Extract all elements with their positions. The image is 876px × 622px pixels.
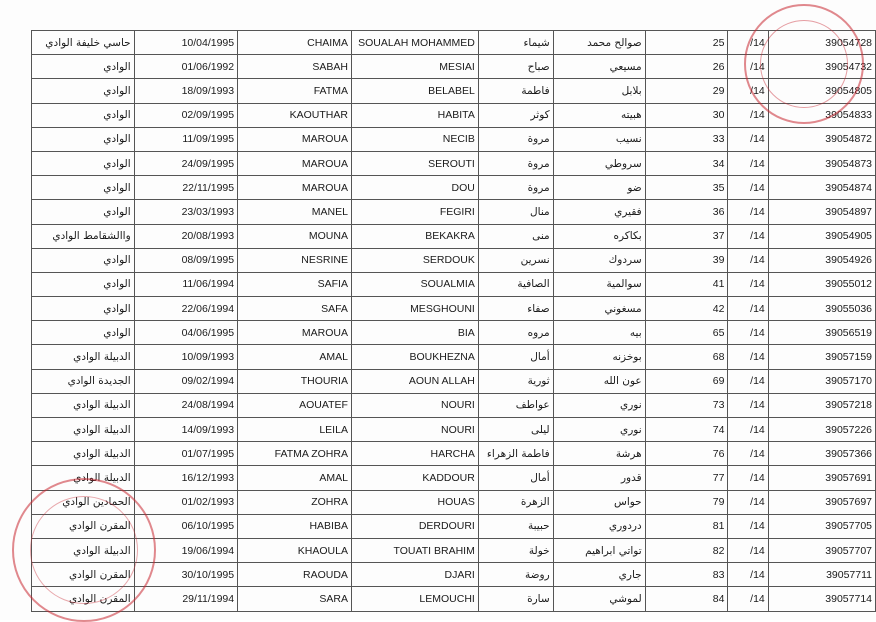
cell-wilaya-code: /14 [728, 490, 768, 514]
cell-birth-date: 04/06/1995 [134, 321, 237, 345]
cell-last-name-fr: BOUKHEZNA [351, 345, 478, 369]
cell-birth-date: 11/09/1995 [134, 127, 237, 151]
cell-first-name-fr: MANEL [238, 200, 352, 224]
cell-order-number: 76 [645, 442, 728, 466]
cell-registration-id: 39054805 [768, 79, 875, 103]
cell-wilaya-code: /14 [728, 466, 768, 490]
cell-last-name-ar: نسيب [553, 127, 645, 151]
cell-first-name-ar: أمال [478, 466, 553, 490]
table-row [32, 514, 876, 538]
cell-order-number: 25 [645, 31, 728, 55]
cell-birth-date: 18/09/1993 [134, 79, 237, 103]
cell-birth-date: 22/06/1994 [134, 297, 237, 321]
cell-order-number: 39 [645, 248, 728, 272]
cell-registration-id: 39055036 [768, 297, 875, 321]
cell-registration-id: 39057218 [768, 393, 875, 417]
cell-last-name-fr: BIA [351, 321, 478, 345]
cell-last-name-ar: سروطي [553, 151, 645, 175]
cell-last-name-fr: SEROUTI [351, 151, 478, 175]
cell-last-name-fr: MESGHOUNI [351, 297, 478, 321]
cell-birth-date: 10/04/1995 [134, 31, 237, 55]
cell-last-name-fr: HARCHA [351, 442, 478, 466]
table-row [32, 151, 876, 175]
cell-last-name-fr: MESIAI [351, 55, 478, 79]
table-row [32, 466, 876, 490]
cell-wilaya-code: /14 [728, 418, 768, 442]
cell-first-name-ar: فاطمة [478, 79, 553, 103]
cell-order-number: 83 [645, 563, 728, 587]
cell-birth-place: حاسي خليفة الوادي [32, 31, 135, 55]
cell-birth-place: الوادي [32, 79, 135, 103]
cell-first-name-ar: كوثر [478, 103, 553, 127]
cell-registration-id: 39057159 [768, 345, 875, 369]
table-row [32, 345, 876, 369]
cell-birth-date: 16/12/1993 [134, 466, 237, 490]
cell-first-name-fr: MOUNA [238, 224, 352, 248]
cell-birth-date: 01/07/1995 [134, 442, 237, 466]
cell-last-name-fr: SERDOUK [351, 248, 478, 272]
cell-first-name-ar: روضة [478, 563, 553, 587]
cell-last-name-ar: فقيري [553, 200, 645, 224]
table-row [32, 563, 876, 587]
cell-birth-date: 10/09/1993 [134, 345, 237, 369]
cell-first-name-fr: SAFA [238, 297, 352, 321]
cell-last-name-ar: بوخزنه [553, 345, 645, 369]
cell-order-number: 73 [645, 393, 728, 417]
cell-registration-id: 39054833 [768, 103, 875, 127]
cell-order-number: 77 [645, 466, 728, 490]
cell-last-name-fr: NOURI [351, 393, 478, 417]
cell-wilaya-code: /14 [728, 442, 768, 466]
cell-registration-id: 39054873 [768, 151, 875, 175]
cell-registration-id: 39057697 [768, 490, 875, 514]
cell-registration-id: 39057705 [768, 514, 875, 538]
cell-first-name-fr: KHAOULA [238, 538, 352, 562]
cell-birth-place: المقرن الوادي [32, 514, 135, 538]
cell-wilaya-code: /14 [728, 55, 768, 79]
cell-first-name-ar: ليلى [478, 418, 553, 442]
cell-birth-place: الوادي [32, 103, 135, 127]
cell-order-number: 41 [645, 272, 728, 296]
cell-registration-id: 39057366 [768, 442, 875, 466]
cell-registration-id: 39054926 [768, 248, 875, 272]
cell-first-name-ar: خولة [478, 538, 553, 562]
cell-birth-place: الدبيلة الوادي [32, 345, 135, 369]
cell-birth-place: الجديدة الوادي [32, 369, 135, 393]
candidate-table-body [32, 31, 876, 612]
cell-birth-place: واالشقامط الوادي [32, 224, 135, 248]
cell-first-name-ar: مروة [478, 151, 553, 175]
cell-first-name-ar: سارة [478, 587, 553, 611]
cell-birth-place: الوادي [32, 55, 135, 79]
cell-birth-place: الدبيلة الوادي [32, 393, 135, 417]
cell-last-name-ar: مسغوني [553, 297, 645, 321]
cell-wilaya-code: /14 [728, 538, 768, 562]
cell-first-name-fr: FATMA [238, 79, 352, 103]
cell-last-name-fr: HOUAS [351, 490, 478, 514]
table-row [32, 538, 876, 562]
cell-last-name-ar: سوالمية [553, 272, 645, 296]
cell-last-name-ar: صوالح محمد [553, 31, 645, 55]
cell-first-name-ar: شيماء [478, 31, 553, 55]
cell-birth-place: الوادي [32, 297, 135, 321]
cell-last-name-ar: نوري [553, 393, 645, 417]
cell-birth-date: 14/09/1993 [134, 418, 237, 442]
cell-wilaya-code: /14 [728, 297, 768, 321]
cell-last-name-fr: SOUALAH MOHAMMED [351, 31, 478, 55]
cell-birth-place: الوادي [32, 176, 135, 200]
official-stamp-bottom [12, 478, 156, 622]
cell-birth-place: الوادي [32, 272, 135, 296]
cell-registration-id: 39054728 [768, 31, 875, 55]
cell-last-name-ar: تواتي ابراهيم [553, 538, 645, 562]
cell-first-name-fr: MAROUA [238, 321, 352, 345]
cell-order-number: 26 [645, 55, 728, 79]
cell-last-name-fr: SOUALMIA [351, 272, 478, 296]
cell-first-name-ar: فاطمة الزهراء [478, 442, 553, 466]
cell-wilaya-code: /14 [728, 200, 768, 224]
cell-first-name-ar: صباح [478, 55, 553, 79]
table-row [32, 103, 876, 127]
cell-last-name-fr: BELABEL [351, 79, 478, 103]
cell-birth-date: 02/09/1995 [134, 103, 237, 127]
cell-birth-place: المقرن الوادي [32, 563, 135, 587]
cell-last-name-fr: KADDOUR [351, 466, 478, 490]
cell-birth-date: 22/11/1995 [134, 176, 237, 200]
cell-first-name-ar: الزهرة [478, 490, 553, 514]
cell-birth-place: الدبيلة الوادي [32, 418, 135, 442]
cell-wilaya-code: /14 [728, 272, 768, 296]
cell-first-name-fr: AMAL [238, 345, 352, 369]
cell-birth-date: 08/09/1995 [134, 248, 237, 272]
cell-last-name-fr: AOUN ALLAH [351, 369, 478, 393]
cell-order-number: 35 [645, 176, 728, 200]
cell-last-name-ar: دردوري [553, 514, 645, 538]
cell-registration-id: 39057707 [768, 538, 875, 562]
cell-last-name-ar: ضو [553, 176, 645, 200]
cell-wilaya-code: /14 [728, 345, 768, 369]
table-row [32, 490, 876, 514]
cell-birth-date: 01/02/1993 [134, 490, 237, 514]
cell-first-name-fr: SARA [238, 587, 352, 611]
table-row [32, 393, 876, 417]
cell-last-name-ar: حواس [553, 490, 645, 514]
cell-last-name-ar: جاري [553, 563, 645, 587]
cell-registration-id: 39057714 [768, 587, 875, 611]
cell-first-name-ar: ثورية [478, 369, 553, 393]
cell-order-number: 79 [645, 490, 728, 514]
cell-last-name-ar: هرشة [553, 442, 645, 466]
cell-last-name-ar: عون الله [553, 369, 645, 393]
cell-wilaya-code: /14 [728, 563, 768, 587]
cell-wilaya-code: /14 [728, 31, 768, 55]
cell-wilaya-code: /14 [728, 393, 768, 417]
cell-birth-place: الدبيلة الوادي [32, 466, 135, 490]
cell-first-name-ar: حبيبة [478, 514, 553, 538]
cell-last-name-ar: سردوك [553, 248, 645, 272]
cell-first-name-ar: نسرين [478, 248, 553, 272]
official-stamp-top [744, 4, 864, 124]
cell-first-name-fr: AMAL [238, 466, 352, 490]
cell-registration-id: 39054874 [768, 176, 875, 200]
cell-birth-place: الوادي [32, 248, 135, 272]
cell-last-name-fr: BEKAKRA [351, 224, 478, 248]
table-row [32, 272, 876, 296]
table-row [32, 248, 876, 272]
table-row [32, 176, 876, 200]
table-row [32, 127, 876, 151]
cell-first-name-fr: MAROUA [238, 151, 352, 175]
cell-order-number: 42 [645, 297, 728, 321]
cell-wilaya-code: /14 [728, 321, 768, 345]
cell-last-name-ar: هبيته [553, 103, 645, 127]
cell-first-name-fr: LEILA [238, 418, 352, 442]
cell-birth-date: 23/03/1993 [134, 200, 237, 224]
cell-last-name-fr: DJARI [351, 563, 478, 587]
cell-birth-date: 30/10/1995 [134, 563, 237, 587]
cell-birth-place: الوادي [32, 151, 135, 175]
cell-birth-place: الوادي [32, 200, 135, 224]
cell-first-name-fr: KAOUTHAR [238, 103, 352, 127]
cell-first-name-fr: ZOHRA [238, 490, 352, 514]
cell-registration-id: 39057711 [768, 563, 875, 587]
cell-birth-place: الحمادين الوادي [32, 490, 135, 514]
cell-order-number: 30 [645, 103, 728, 127]
cell-last-name-fr: HABITA [351, 103, 478, 127]
cell-order-number: 34 [645, 151, 728, 175]
cell-first-name-ar: مروه [478, 321, 553, 345]
cell-registration-id: 39054872 [768, 127, 875, 151]
cell-wilaya-code: /14 [728, 79, 768, 103]
cell-first-name-fr: MAROUA [238, 127, 352, 151]
cell-order-number: 74 [645, 418, 728, 442]
table-row [32, 200, 876, 224]
cell-wilaya-code: /14 [728, 248, 768, 272]
table-row [32, 321, 876, 345]
candidate-table [31, 30, 876, 612]
cell-birth-place: الوادي [32, 127, 135, 151]
cell-first-name-ar: عواطف [478, 393, 553, 417]
cell-last-name-fr: TOUATI BRAHIM [351, 538, 478, 562]
cell-birth-place: الدبيلة الوادي [32, 442, 135, 466]
table-row [32, 369, 876, 393]
cell-first-name-ar: الصافية [478, 272, 553, 296]
cell-first-name-fr: FATMA ZOHRA [238, 442, 352, 466]
cell-wilaya-code: /14 [728, 103, 768, 127]
cell-first-name-fr: RAOUDA [238, 563, 352, 587]
cell-registration-id: 39057226 [768, 418, 875, 442]
cell-order-number: 37 [645, 224, 728, 248]
cell-first-name-ar: صفاء [478, 297, 553, 321]
cell-order-number: 69 [645, 369, 728, 393]
cell-birth-place: الدبيلة الوادي [32, 538, 135, 562]
cell-wilaya-code: /14 [728, 224, 768, 248]
cell-first-name-ar: مروة [478, 176, 553, 200]
cell-birth-date: 06/10/1995 [134, 514, 237, 538]
cell-order-number: 68 [645, 345, 728, 369]
cell-last-name-ar: نوري [553, 418, 645, 442]
cell-last-name-ar: بيه [553, 321, 645, 345]
table-row [32, 297, 876, 321]
cell-wilaya-code: /14 [728, 151, 768, 175]
cell-registration-id: 39057691 [768, 466, 875, 490]
cell-last-name-ar: بلابل [553, 79, 645, 103]
cell-registration-id: 39057170 [768, 369, 875, 393]
cell-first-name-fr: NESRINE [238, 248, 352, 272]
cell-birth-date: 09/02/1994 [134, 369, 237, 393]
cell-order-number: 65 [645, 321, 728, 345]
cell-birth-date: 29/11/1994 [134, 587, 237, 611]
cell-registration-id: 39055012 [768, 272, 875, 296]
table-row [32, 224, 876, 248]
cell-first-name-fr: MAROUA [238, 176, 352, 200]
cell-birth-date: 20/08/1993 [134, 224, 237, 248]
cell-registration-id: 39054732 [768, 55, 875, 79]
cell-first-name-ar: منال [478, 200, 553, 224]
cell-order-number: 84 [645, 587, 728, 611]
cell-birth-date: 24/08/1994 [134, 393, 237, 417]
cell-first-name-fr: SABAH [238, 55, 352, 79]
cell-birth-date: 19/06/1994 [134, 538, 237, 562]
table-row [32, 587, 876, 611]
cell-first-name-fr: AOUATEF [238, 393, 352, 417]
cell-last-name-ar: مسيعي [553, 55, 645, 79]
cell-last-name-fr: LEMOUCHI [351, 587, 478, 611]
cell-registration-id: 39054897 [768, 200, 875, 224]
cell-first-name-fr: SAFIA [238, 272, 352, 296]
table-row [32, 442, 876, 466]
cell-registration-id: 39054905 [768, 224, 875, 248]
cell-order-number: 82 [645, 538, 728, 562]
cell-birth-place: الوادي [32, 321, 135, 345]
cell-first-name-fr: CHAIMA [238, 31, 352, 55]
cell-birth-place: المقرن الوادي [32, 587, 135, 611]
cell-wilaya-code: /14 [728, 514, 768, 538]
cell-birth-date: 24/09/1995 [134, 151, 237, 175]
cell-last-name-ar: بكاكره [553, 224, 645, 248]
cell-registration-id: 39056519 [768, 321, 875, 345]
cell-last-name-fr: NOURI [351, 418, 478, 442]
cell-birth-date: 11/06/1994 [134, 272, 237, 296]
cell-last-name-ar: قدور [553, 466, 645, 490]
cell-wilaya-code: /14 [728, 587, 768, 611]
cell-last-name-fr: NECIB [351, 127, 478, 151]
cell-order-number: 29 [645, 79, 728, 103]
table-row [32, 418, 876, 442]
cell-wilaya-code: /14 [728, 369, 768, 393]
cell-first-name-ar: أمال [478, 345, 553, 369]
cell-birth-date: 01/06/1992 [134, 55, 237, 79]
cell-order-number: 36 [645, 200, 728, 224]
cell-order-number: 81 [645, 514, 728, 538]
cell-first-name-fr: THOURIA [238, 369, 352, 393]
cell-first-name-fr: HABIBA [238, 514, 352, 538]
cell-last-name-ar: لموشي [553, 587, 645, 611]
cell-wilaya-code: /14 [728, 127, 768, 151]
cell-last-name-fr: FEGIRI [351, 200, 478, 224]
cell-first-name-ar: منى [478, 224, 553, 248]
cell-wilaya-code: /14 [728, 176, 768, 200]
cell-last-name-fr: DOU [351, 176, 478, 200]
cell-first-name-ar: مروة [478, 127, 553, 151]
cell-order-number: 33 [645, 127, 728, 151]
cell-last-name-fr: DERDOURI [351, 514, 478, 538]
